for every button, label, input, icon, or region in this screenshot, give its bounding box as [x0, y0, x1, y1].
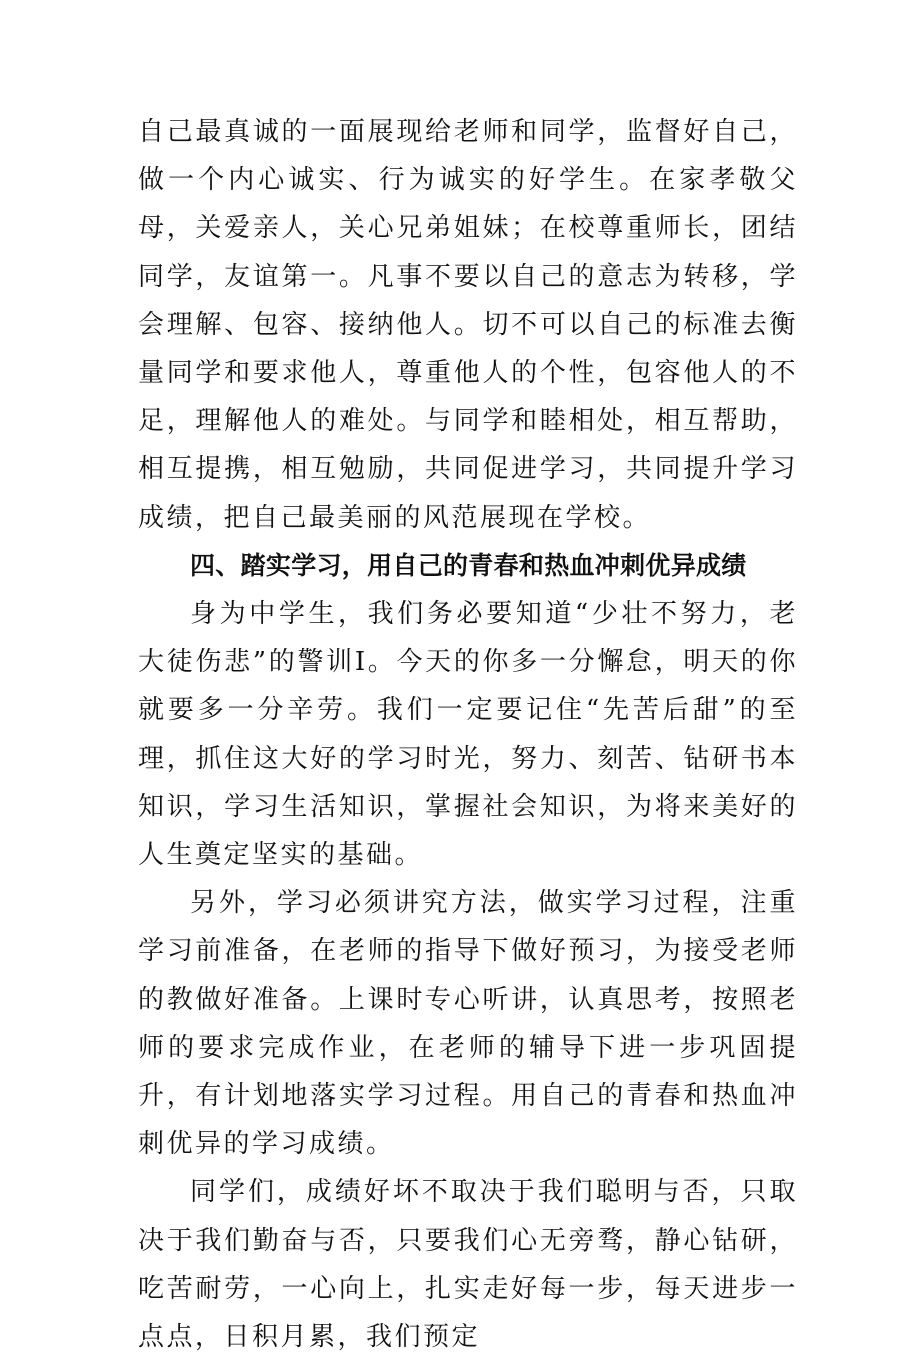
paragraph-method: 另外，学习必须讲究方法，做实学习过程，注重学习前准备，在老师的指导下做好预习，为接受老师的教做好准备。上课时专心听讲，认真思考，按照老师的要求完成作业，在老师的辅导下进一步巩固提升，有计划地落实学习过程。用自己的青春和热血冲刺优异的学习成绩。 [138, 888, 798, 1160]
section-heading: 四、踏实学习，用自己的青春和热血冲刺优异成绩 [190, 550, 747, 580]
paragraph-warning: 身为中学生，我们务必要知道“少壮不努力，老大徒伤悲”的警训I。今天的你多一分懈怠，明天的你就要多一分辛劳。我们一定要记住“先苦后甜”的至理，抓住这大好的学习时光，努力、刻苦、钻研书本知识，学习生活知识，掌握社会知识，为将来美好的人生奠定坚实的基础。 [138, 599, 798, 871]
paragraph-continued: 自己最真诚的一面展现给老师和同学，监督好自己，做一个内心诚实、行为诚实的好学生。在家孝敬父母，关爱亲人，关心兄弟姐妹；在校尊重师长，团结同学，友谊第一。凡事不要以自己的意志为转移，学会理解、包容、接纳他人。切不可以自己的标准去衡量同学和要求他人，尊重他人的个性，包容他人的不足，理解他人的难处。与同学和睦相处，相互帮助，相互提携，相互勉励，共同促进学习，共同提升学习成绩，把自己最美丽的风范展现在学校。 [138, 117, 798, 533]
document-body [138, 108, 798, 1361]
paragraph-diligence: 同学们，成绩好坏不取决于我们聪明与否，只取决于我们勤奋与否，只要我们心无旁骛，静心钻研，吃苦耐劳，一心向上，扎实走好每一步，每天进步一点点，日积月累，我们预定 [138, 1177, 798, 1353]
